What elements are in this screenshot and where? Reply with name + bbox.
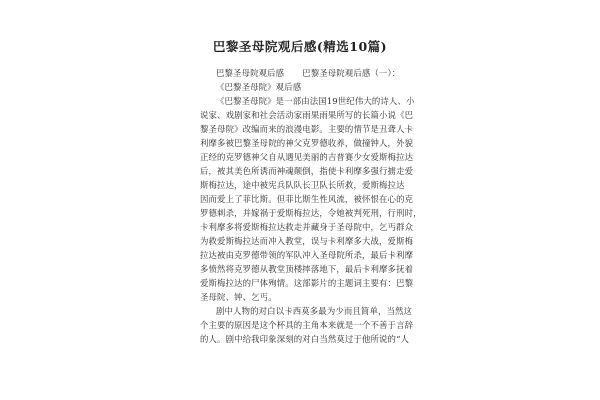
paragraph-line: 圣母院、钟、乞丐。 [200, 292, 277, 302]
document-body [200, 66, 422, 346]
paragraph-line: 卡利摩多将爱斯梅拉达救走并藏身于圣母院中，乞丐群众 [200, 222, 414, 232]
paragraph-line: 斯梅拉达，途中被宪兵队队长卫队长所救，爱斯梅拉达 [200, 180, 405, 190]
paragraph-line: 剧中人物的对白以卡西莫多最为少而且简单，当然这 [216, 306, 413, 316]
paragraph-line: 说家、戏剧家和社会活动家雨果雨果所写的长篇小说《巴 [200, 110, 414, 120]
paragraph-line: 正经的克罗德神父自从遇见美丽的吉普赛少女爱斯梅拉达 [200, 152, 414, 162]
paragraph-line: 《巴黎圣母院》是一部由法国19世纪伟大的诗人、小 [216, 96, 415, 106]
toc-item-overview[interactable]: 巴黎圣母院观后感 [216, 68, 285, 78]
toc-item-part-one[interactable]: 巴黎圣母院观后感（一）： [302, 68, 401, 78]
paragraph-line: 因而爱上了菲比斯。但菲比斯生性风流，被怀恨在心的克 [200, 194, 414, 204]
paragraph-line: 利摩多被巴黎圣母院的神父克罗德收养，做撞钟人，外貌 [200, 138, 414, 148]
section-heading: 《巴黎圣母院》观后感 [216, 82, 302, 92]
paragraph-line: 为救爱斯梅拉达而冲入教堂，误与卡利摩多大战，爱斯梅 [200, 236, 414, 246]
paragraph-line: 爱斯梅拉达的尸体殉情。这部影片的主题词主要有：巴黎 [200, 278, 414, 288]
paragraph-line: 的人。剧中给我印象深刻的对白当然莫过于他所说的“人 [200, 334, 410, 344]
toc-line [200, 66, 400, 80]
paragraph-line: 个主要的原因是这个杯具的主角本来就是一个不善于言辞 [200, 320, 414, 330]
paragraph-line: 拉达被由克罗德带领的军队冲入圣母院所杀，最后卡利摩 [200, 250, 414, 260]
paragraph-line: 罗德刺杀，并嫁祸于爱斯梅拉达，令她被判死刑，行刑时， [200, 208, 422, 218]
paragraph-line: 黎圣母院》改编而来的浪漫电影。主要的情节是丑聋人卡 [200, 124, 414, 134]
paragraph-line: 多愤然将克罗德从教堂顶楼摔落地下，最后卡利摩多抚着 [200, 264, 414, 274]
document-title: 巴黎圣母院观后感(精选10篇) [212, 39, 388, 54]
paragraph-line: 后，被其美色所诱而神魂颠倒，指使卡利摩多强行掳走爱 [200, 166, 414, 176]
